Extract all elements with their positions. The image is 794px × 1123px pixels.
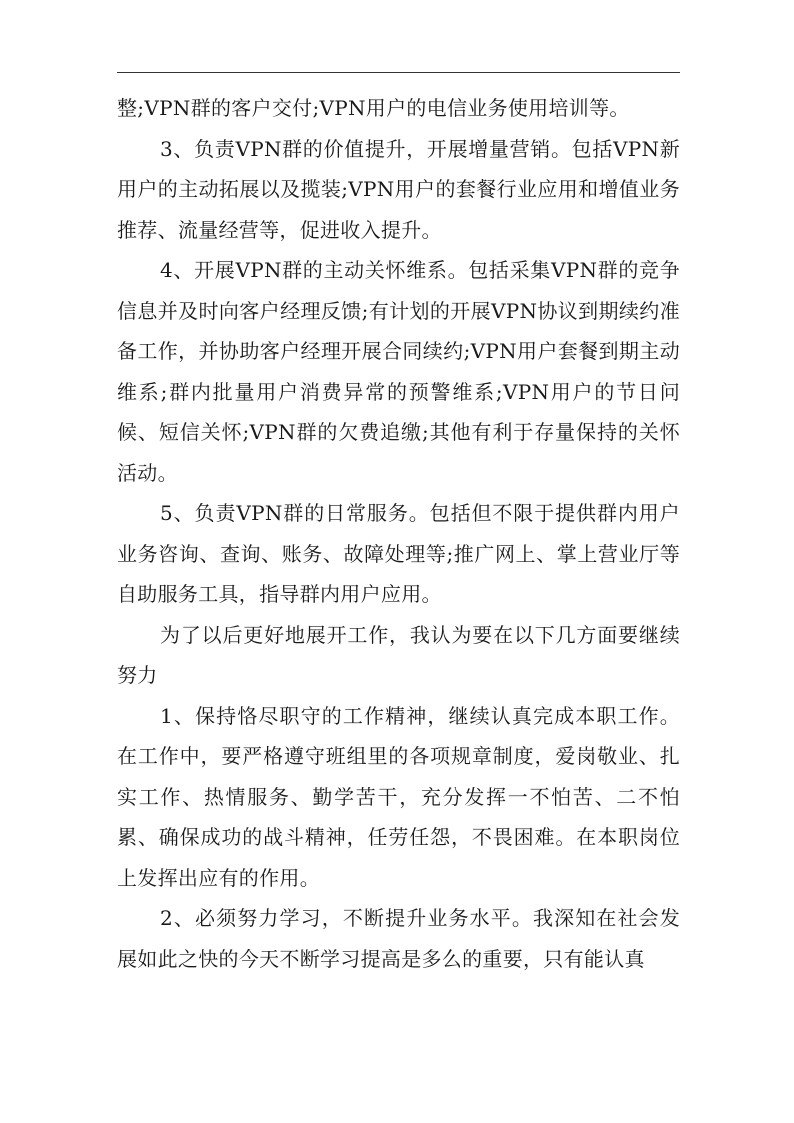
paragraph-intro-improvements: 为了以后更好地展开工作，我认为要在以下几方面要继续努力 [117, 622, 680, 687]
paragraph-item-4: 4、开展VPN群的主动关怀维系。包括采集VPN群的竞争信息并及时向客户经理反馈;有计划的开展VPN协议到期续约准备工作，并协助客户经理开展合同续约;VPN用户套餐到期主动维系;群内批量用户消费异常的预警维系;VPN用户的节日问候、短信关怀;VPN群的欠费追缴;其他有利于存量保持的关怀活动。 [117, 258, 680, 485]
header-rule [117, 72, 680, 73]
paragraph-improvement-2: 2、必须努力学习，不断提升业务水平。我深知在社会发展如此之快的今天不断学习提高是多么的重要，只有能认真 [117, 906, 680, 971]
paragraph-item-5: 5、负责VPN群的日常服务。包括但不限于提供群内用户业务咨询、查询、账务、故障处理等;推广网上、掌上营业厅等自助服务工具，指导群内用户应用。 [117, 501, 680, 606]
paragraph-improvement-1: 1、保持恪尽职守的工作精神，继续认真完成本职工作。在工作中，要严格遵守班组里的各项规章制度，爱岗敬业、扎实工作、热情服务、勤学苦干，充分发挥一不怕苦、二不怕累、确保成功的战斗精神，任劳任怨，不畏困难。在本职岗位上发挥出应有的作用。 [117, 703, 680, 890]
document-body [117, 88, 680, 979]
paragraph-continuation: 整;VPN群的客户交付;VPN用户的电信业务使用培训等。 [117, 96, 630, 120]
paragraph-item-3: 3、负责VPN群的价值提升，开展增量营销。包括VPN新用户的主动拓展以及揽装;VPN用户的套餐行业应用和增值业务推荐、流量经营等，促进收入提升。 [117, 136, 680, 242]
